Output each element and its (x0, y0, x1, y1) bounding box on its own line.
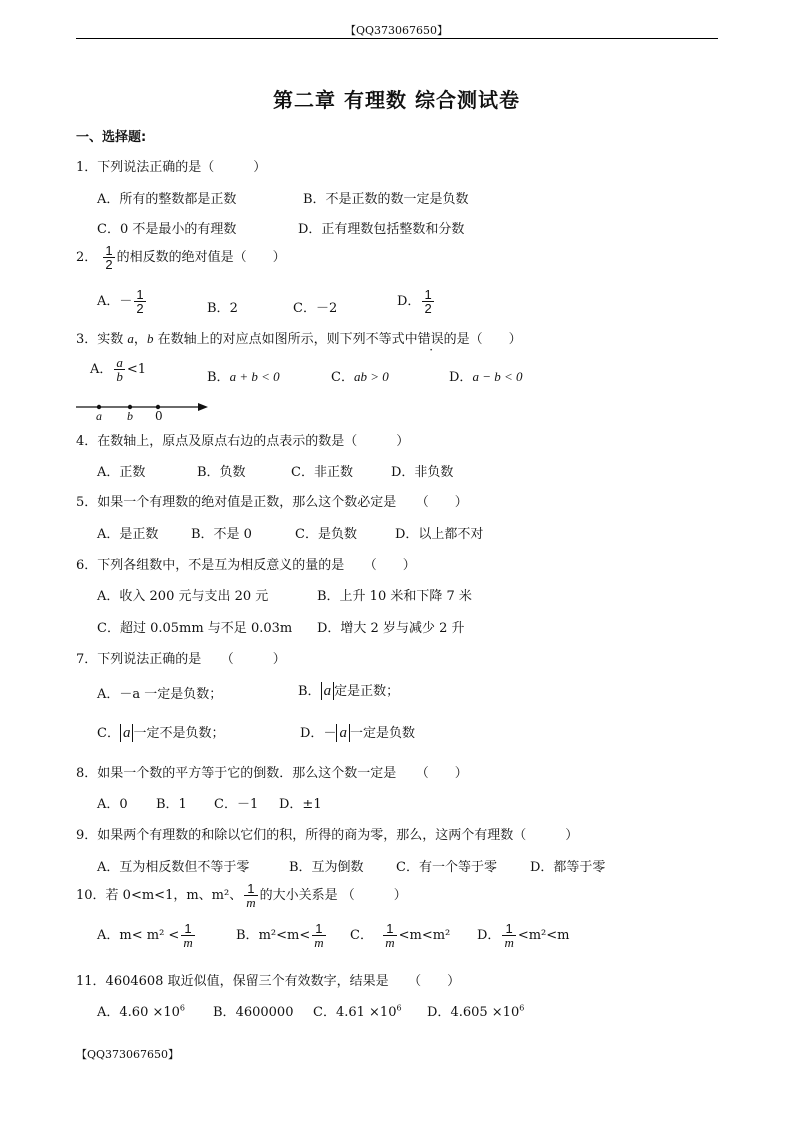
q10-option-a: A．m< m² < $\frac{1}{m}$ (97, 921, 193, 950)
q3-option-b: B．a + b < 0 (207, 369, 280, 385)
q7-option-d: D．－ a 一定是负数 (300, 725, 415, 741)
number-line-figure (76, 400, 216, 426)
q9-option-d: D．都等于零 (530, 860, 606, 875)
q10-option-c: C． $\frac{1}{m}$ <m<m² (350, 921, 451, 950)
question-5: 5．如果一个有理数的绝对值是正数，那么这个数必定是 （ ） (76, 495, 468, 510)
absolute-value: a (336, 724, 350, 742)
header-divider (76, 38, 718, 39)
page-footer: 【QQ373067650】 (76, 1048, 180, 1061)
point-label-b: b (127, 409, 133, 423)
q2-option-d: D． $\frac{1}{2}$ (397, 287, 432, 316)
q1-option-b: B．不是正数的数一定是负数 (303, 192, 469, 207)
q3-option-c: C．ab > 0 (331, 369, 389, 385)
point-label-zero: 0 (155, 409, 163, 423)
question-4: 4．在数轴上，原点及原点右边的点表示的数是（ ） (76, 434, 410, 449)
q8-option-d: D．±1 (279, 797, 322, 812)
q5-option-a: A．是正数 (97, 527, 159, 542)
question-8: 8．如果一个数的平方等于它的倒数．那么这个数一定是 （ ） (76, 766, 468, 781)
question-10: 10．若 0<m<1，m、m²、 $\frac{1}{m}$ 的大小关系是 （ ） (76, 881, 407, 910)
q1-option-d: D．正有理数包括整数和分数 (298, 222, 465, 237)
q8-option-b: B．1 (156, 797, 187, 812)
q4-option-c: C．非正数 (291, 465, 353, 480)
q4-option-d: D．非负数 (391, 465, 454, 480)
q2-option-b: B．2 (207, 301, 238, 316)
question-7: 7．下列说法正确的是 （ ） (76, 652, 286, 667)
question-1 (76, 156, 266, 175)
q7-option-a: A．－a 一定是负数； (97, 687, 223, 702)
q4-option-b: B．负数 (197, 465, 246, 480)
question-2 (76, 244, 286, 271)
q1-option-c: C．0 不是最小的有理数 (97, 222, 237, 237)
point-label-a: a (96, 409, 102, 423)
q7-option-c: C． a 一定不是负数； (97, 725, 225, 741)
q6-option-b: B．上升 10 米和下降 7 米 (317, 589, 472, 604)
question-number: 1． (76, 160, 98, 175)
q9-option-c: C．有一个等于零 (396, 860, 497, 875)
absolute-value: a (120, 724, 134, 742)
emphasis-text: 错误 (417, 332, 444, 347)
q3-option-a: A． $\frac{a}{b}$ <1 (90, 355, 147, 384)
q10-option-b: B．m²<m< $\frac{1}{m}$ (236, 921, 324, 950)
q11-option-d: D．$4.605 \times 10^6$ (427, 1003, 525, 1020)
q11-option-a: A．$4.60 \times 10^6$ (97, 1003, 185, 1020)
q6-option-a: A．收入 200 元与支出 20 元 (97, 589, 269, 604)
q6-option-c: C．超过 0.05mm 与不足 0.03m (97, 621, 293, 636)
question-stem: 的相反数的绝对值是（ ） (116, 250, 286, 265)
absolute-value: a (321, 682, 335, 700)
q9-option-b: B．互为倒数 (289, 860, 364, 875)
q5-option-b: B．不是 0 (191, 527, 252, 542)
page-header: 【QQ373067650】 (344, 24, 449, 37)
q5-option-c: C．是负数 (295, 527, 357, 542)
q8-option-a: A．0 (97, 797, 128, 812)
q11-option-c: C．$4.61 \times 10^6$ (313, 1003, 402, 1020)
question-11: 11．4604608 取近似值，保留三个有效数字，结果是 （ ） (76, 974, 461, 989)
section-heading: 一、选择题: (76, 130, 147, 145)
q2-option-a: A．－ $\frac{1}{2}$ (97, 287, 144, 316)
q6-option-d: D．增大 2 岁与减少 2 升 (317, 621, 465, 636)
q11-option-b: B．4600000 (213, 1005, 294, 1020)
q8-option-c: C．－1 (214, 797, 259, 812)
q4-option-a: A．正数 (97, 465, 146, 480)
question-number: 2． (76, 250, 98, 265)
question-9: 9．如果两个有理数的和除以它们的积，所得的商为零，那么，这两个有理数（ ） (76, 828, 579, 843)
fraction-half: $\frac{1}{2}$ (105, 243, 113, 272)
q2-option-c: C．－2 (293, 301, 338, 316)
q5-option-d: D．以上都不对 (395, 527, 484, 542)
question-number: 3． (76, 332, 98, 347)
q10-option-d: D． $\frac{1}{m}$ <m²<m (477, 921, 570, 950)
question-3: 3．实数 a，b 在数轴上的对应点如图所示，则下列不等式中错误的是（ ） (76, 331, 522, 347)
question-stem: 下列说法正确的是（ ） (97, 160, 267, 175)
document-title: 第二章 有理数 综合测试卷 (273, 88, 520, 112)
question-6: 6．下列各组数中，不是互为相反意义的量的是 （ ） (76, 558, 416, 573)
q1-option-a: A．所有的整数都是正数 (97, 192, 237, 207)
q9-option-a: A．互为相反数但不等于零 (97, 860, 250, 875)
q3-option-d: D．a − b < 0 (449, 369, 523, 385)
q7-option-b: B． a 定是正数； (298, 683, 400, 699)
